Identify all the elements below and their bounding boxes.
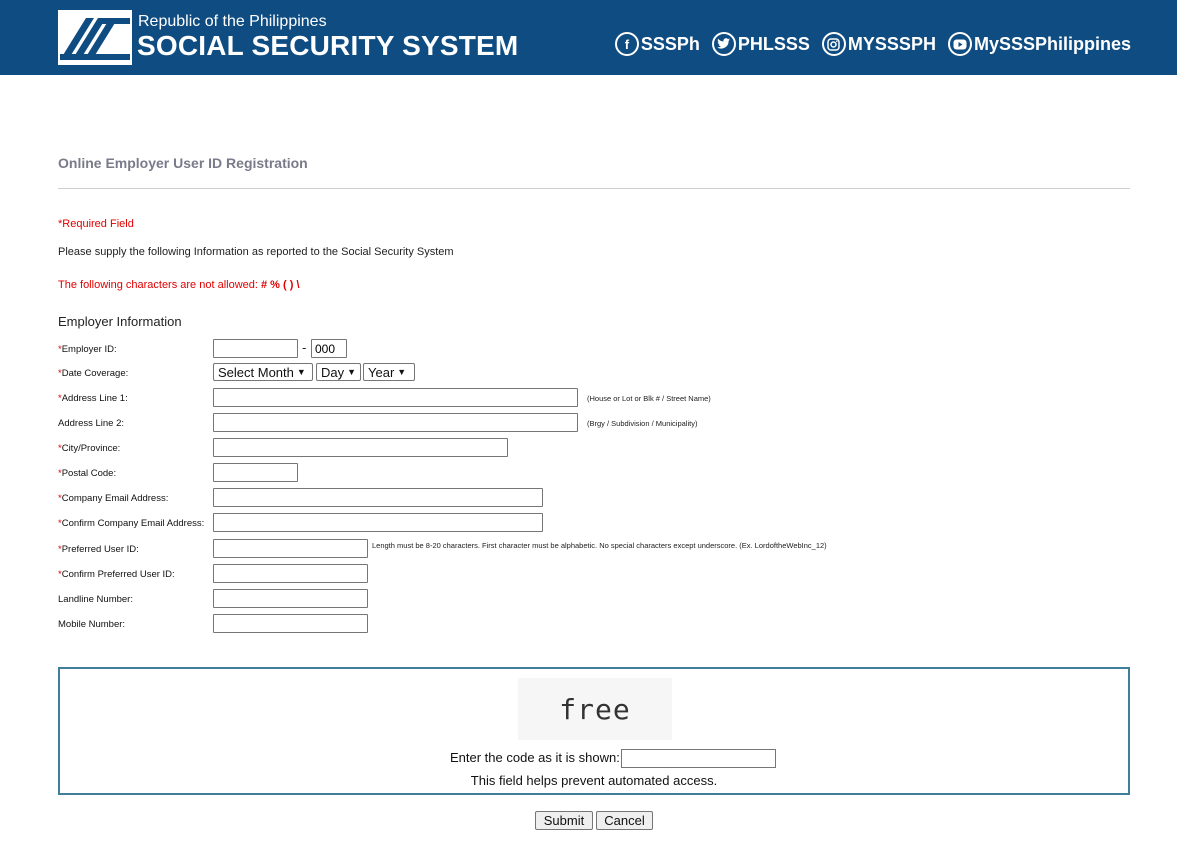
social-youtube[interactable] bbox=[948, 32, 1131, 56]
youtube-icon bbox=[948, 32, 972, 56]
month-select-value: Select Month bbox=[218, 364, 294, 380]
captcha-image bbox=[518, 678, 672, 740]
sss-logo[interactable] bbox=[58, 10, 132, 65]
preferred-user-id-input[interactable] bbox=[213, 539, 368, 558]
day-select-value: Day bbox=[321, 364, 345, 380]
submit-button[interactable]: Submit bbox=[535, 811, 593, 830]
confirm-company-email-input[interactable] bbox=[213, 513, 543, 532]
chevron-down-icon: ▼ bbox=[347, 367, 357, 377]
address-line-2-hint: (Brgy / Subdivision / Municipality) bbox=[587, 419, 698, 428]
company-email-label: *Company Email Address: bbox=[58, 493, 169, 504]
employer-id-suffix-input[interactable] bbox=[311, 339, 347, 358]
postal-code-input[interactable] bbox=[213, 463, 298, 482]
social-twitter-label: PHLSSS bbox=[737, 33, 810, 54]
captcha-help-text: This field helps prevent automated access. bbox=[470, 773, 718, 788]
social-twitter[interactable] bbox=[712, 32, 810, 56]
facebook-icon: f bbox=[615, 32, 639, 56]
confirm-company-email-label: *Confirm Company Email Address: bbox=[58, 518, 205, 529]
address-line-1-label: *Address Line 1: bbox=[58, 393, 128, 404]
title-divider bbox=[58, 188, 1130, 189]
confirm-preferred-user-id-input[interactable] bbox=[213, 564, 368, 583]
row-date-coverage bbox=[58, 363, 1138, 383]
mobile-number-label: Mobile Number: bbox=[58, 619, 126, 630]
org-name: SOCIAL SECURITY SYSTEM bbox=[137, 30, 519, 61]
instagram-icon bbox=[822, 32, 846, 56]
captcha-input[interactable] bbox=[621, 749, 776, 768]
city-province-label: *City/Province: bbox=[58, 443, 121, 454]
address-line-2-label: Address Line 2: bbox=[58, 418, 125, 429]
row-postal-code bbox=[58, 463, 1138, 483]
preferred-user-id-hint: Length must be 8-20 characters. First character must be alphabetic. No special characters except underscore. (Ex. LordoftheWebInc_12) bbox=[372, 541, 827, 550]
section-employer-information: Employer Information bbox=[58, 314, 182, 329]
employer-id-input[interactable] bbox=[213, 339, 298, 358]
row-address-line-1 bbox=[58, 388, 1138, 408]
row-employer-id bbox=[58, 339, 1138, 359]
row-city-province bbox=[58, 438, 1138, 458]
disallowed-characters-note bbox=[58, 279, 300, 291]
year-select-value: Year bbox=[368, 364, 395, 380]
site-header bbox=[0, 0, 1177, 75]
captcha-panel bbox=[58, 667, 1130, 795]
page-title: Online Employer User ID Registration bbox=[58, 155, 308, 171]
row-confirm-company-email bbox=[58, 513, 1138, 533]
chevron-down-icon: ▼ bbox=[296, 367, 306, 377]
cancel-button[interactable]: Cancel bbox=[596, 811, 653, 830]
disallowed-characters-text: The following characters are not allowed: bbox=[58, 279, 261, 291]
preferred-user-id-label: *Preferred User ID: bbox=[58, 544, 139, 555]
row-address-line-2 bbox=[58, 413, 1138, 433]
social-instagram-label: MYSSSPH bbox=[847, 33, 936, 54]
row-preferred-user-id bbox=[58, 539, 1138, 559]
landline-number-input[interactable] bbox=[213, 589, 368, 608]
address-line-1-input[interactable] bbox=[213, 388, 578, 407]
month-select[interactable] bbox=[213, 363, 313, 381]
address-line-2-input[interactable] bbox=[213, 413, 578, 432]
sss-logo-icon bbox=[58, 10, 132, 65]
row-confirm-preferred-user-id bbox=[58, 564, 1138, 584]
postal-code-label: *Postal Code: bbox=[58, 468, 117, 479]
company-email-input[interactable] bbox=[213, 488, 543, 507]
row-mobile-number bbox=[58, 614, 1138, 634]
year-select[interactable] bbox=[363, 363, 415, 381]
employer-id-dash: - bbox=[302, 340, 307, 355]
captcha-word: free bbox=[559, 692, 631, 726]
day-select[interactable] bbox=[316, 363, 361, 381]
mobile-number-input[interactable] bbox=[213, 614, 368, 633]
supply-info-note: Please supply the following Information as reported to the Social Security System bbox=[58, 246, 454, 258]
disallowed-characters-list: # % ( ) \ bbox=[261, 279, 300, 291]
employer-id-label: *Employer ID: bbox=[58, 344, 117, 355]
confirm-preferred-user-id-label: *Confirm Preferred User ID: bbox=[58, 569, 175, 580]
social-instagram[interactable] bbox=[822, 32, 936, 56]
twitter-icon bbox=[712, 32, 736, 56]
landline-number-label: Landline Number: bbox=[58, 594, 133, 605]
captcha-label: Enter the code as it is shown: bbox=[450, 750, 620, 765]
row-landline-number bbox=[58, 589, 1138, 609]
social-youtube-label: MySSSPhilippines bbox=[973, 33, 1131, 54]
date-coverage-label: *Date Coverage: bbox=[58, 368, 129, 379]
address-line-1-hint: (House or Lot or Blk # / Street Name) bbox=[587, 394, 711, 403]
social-facebook[interactable] bbox=[615, 32, 700, 56]
social-facebook-label: SSSPh bbox=[640, 33, 700, 54]
chevron-down-icon: ▼ bbox=[397, 367, 407, 377]
row-company-email bbox=[58, 488, 1138, 508]
city-province-input[interactable] bbox=[213, 438, 508, 457]
required-field-note: *Required Field bbox=[58, 218, 134, 230]
social-links bbox=[615, 32, 1131, 56]
org-subtitle: Republic of the Philippines bbox=[138, 13, 327, 30]
